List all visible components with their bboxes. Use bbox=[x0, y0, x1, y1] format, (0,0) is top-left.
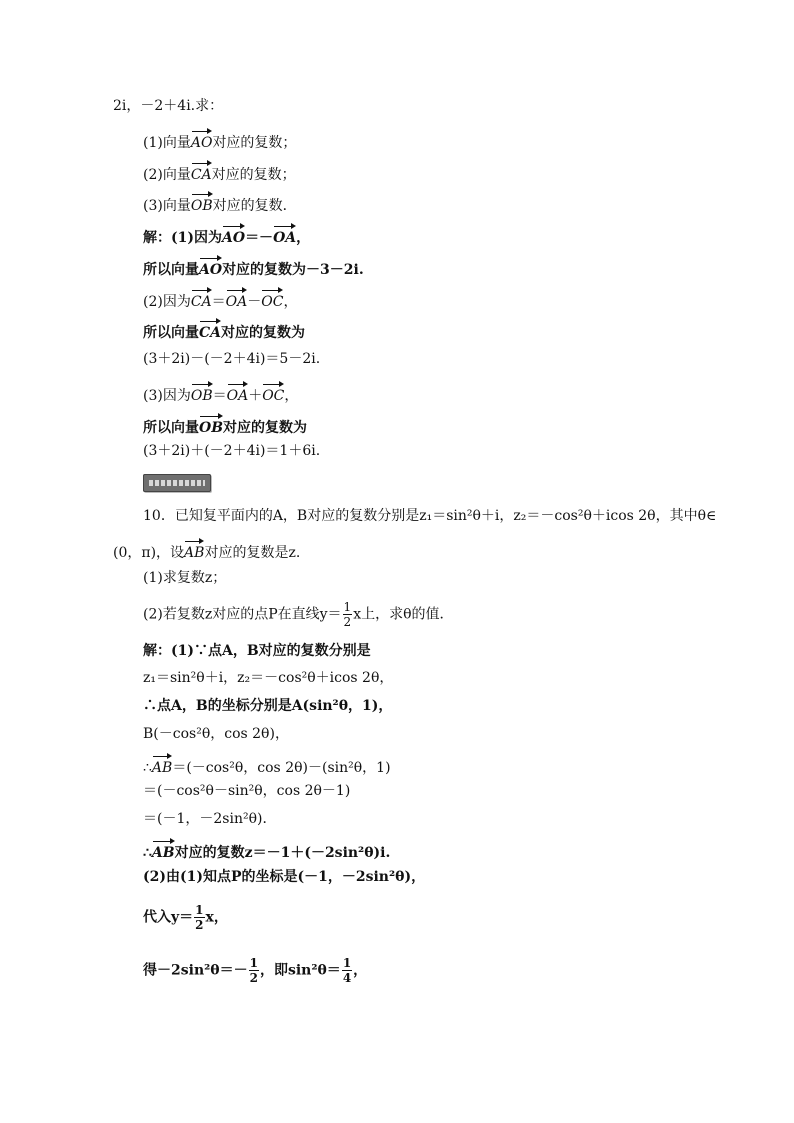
problem-10-part-1 bbox=[143, 569, 226, 587]
denominator: 2 bbox=[343, 615, 352, 629]
answer-line-6 bbox=[143, 782, 350, 800]
text: ， bbox=[353, 962, 368, 979]
answer-line-1 bbox=[143, 642, 371, 660]
fraction bbox=[194, 903, 204, 932]
numerator: 1 bbox=[249, 956, 258, 970]
answer-line-5 bbox=[143, 753, 391, 777]
vector-symbol: OB bbox=[191, 381, 213, 405]
section-badge-icon bbox=[143, 474, 211, 492]
text: － bbox=[247, 294, 262, 310]
problem-10-line-2 bbox=[113, 538, 300, 562]
answer-line-11 bbox=[143, 956, 367, 985]
answer-line-3 bbox=[143, 697, 392, 715]
text: 解：(1)∵点A，B对应的复数分别是 bbox=[143, 643, 371, 659]
answer-line-10 bbox=[143, 903, 228, 932]
text: ＝ bbox=[211, 294, 226, 310]
text: (3＋2i)－(－2＋4i)＝5－2i. bbox=[143, 351, 321, 367]
text: ＝(－1，－2sin²θ)． bbox=[143, 811, 277, 827]
question-2-line bbox=[143, 160, 296, 184]
problem-10-part-2 bbox=[143, 600, 454, 629]
solution-line-5 bbox=[143, 350, 320, 368]
fraction bbox=[342, 956, 352, 985]
text: 2i，－2＋4i.求： bbox=[113, 98, 224, 114]
numerator: 1 bbox=[343, 600, 352, 614]
text: (2)因为 bbox=[143, 294, 191, 310]
fraction bbox=[249, 956, 259, 985]
text: (3)因为 bbox=[143, 388, 191, 404]
vector-symbol: AO bbox=[199, 255, 222, 279]
text: 对应的复数是z. bbox=[204, 545, 301, 561]
text: ∴ bbox=[143, 845, 152, 861]
vector-symbol: OC bbox=[261, 287, 283, 311]
problem-10-line-1 bbox=[143, 507, 716, 525]
text: 所以向量 bbox=[143, 325, 199, 341]
numerator: 1 bbox=[342, 956, 352, 970]
question-3-line bbox=[143, 191, 297, 215]
text: 对应的复数为 bbox=[221, 325, 306, 341]
text: (2)若复数z对应的点P在直线y＝ bbox=[143, 606, 342, 623]
text: 代入y＝ bbox=[143, 909, 194, 926]
vector-symbol: OA bbox=[227, 381, 249, 405]
text: (3)向量 bbox=[143, 198, 191, 214]
question-1-line bbox=[143, 128, 296, 152]
text: 对应的复数为－3－2i. bbox=[222, 262, 364, 278]
vector-symbol: AB bbox=[152, 838, 175, 862]
text: B(－cos²θ，cos 2θ)， bbox=[143, 726, 289, 742]
text: x上，求θ的值． bbox=[353, 606, 454, 623]
text: (0，π)，设 bbox=[113, 545, 185, 561]
vector-symbol: AB bbox=[184, 538, 204, 562]
text: ＝(－cos²θ－sin²θ，cos 2θ－1) bbox=[143, 783, 351, 799]
answer-line-8 bbox=[143, 838, 390, 862]
vector-symbol: AO bbox=[222, 223, 245, 247]
vector-symbol: AO bbox=[191, 128, 213, 152]
fraction bbox=[343, 600, 353, 629]
text: ＋ bbox=[248, 388, 263, 404]
denominator: 2 bbox=[195, 918, 204, 932]
numerator: 1 bbox=[195, 903, 204, 917]
text: 10．已知复平面内的A，B对应的复数分别是z₁＝sin²θ＋i，z₂＝－cos²θ＋icos 2θ，其中θ∈ bbox=[143, 508, 717, 524]
text: ∴ bbox=[143, 760, 152, 776]
text: 所以向量 bbox=[143, 262, 199, 278]
text: ＝ bbox=[212, 388, 227, 404]
answer-line-4 bbox=[143, 725, 289, 743]
answer-line-9 bbox=[143, 868, 425, 886]
text: ，即sin²θ＝ bbox=[259, 962, 341, 979]
text: ， bbox=[296, 230, 311, 246]
answer-line-7 bbox=[143, 810, 276, 828]
vector-symbol: OB bbox=[199, 413, 223, 437]
vector-symbol: OA bbox=[273, 223, 296, 247]
vector-symbol: CA bbox=[191, 160, 212, 184]
text: (2)由(1)知点P的坐标是(－1，－2sin²θ)， bbox=[143, 869, 426, 885]
text: 对应的复数为 bbox=[223, 420, 308, 436]
text: ＝(－cos²θ，cos 2θ)－(sin²θ，1) bbox=[172, 760, 391, 776]
text: 得－2sin²θ＝－ bbox=[143, 962, 248, 979]
solution-line-2 bbox=[143, 255, 364, 279]
text: (3＋2i)＋(－2＋4i)＝1＋6i. bbox=[143, 443, 321, 459]
text: 对应的复数； bbox=[212, 135, 297, 151]
vector-symbol: OB bbox=[191, 191, 213, 215]
text: (1)求复数z； bbox=[143, 570, 227, 586]
text: 所以向量 bbox=[143, 420, 199, 436]
vector-symbol: CA bbox=[199, 318, 221, 342]
text: 对应的复数； bbox=[211, 167, 296, 183]
solution-line-4 bbox=[143, 318, 305, 342]
text: 对应的复数． bbox=[212, 198, 297, 214]
answer-line-2 bbox=[143, 669, 393, 687]
text: 对应的复数z＝－1＋(－2sin²θ)i. bbox=[174, 845, 391, 861]
denominator: 2 bbox=[249, 971, 258, 985]
text: 解：(1)因为 bbox=[143, 230, 222, 246]
solution-line-3 bbox=[143, 287, 297, 311]
vector-symbol: OC bbox=[262, 381, 284, 405]
solution-line-6 bbox=[143, 381, 298, 405]
text: x， bbox=[205, 909, 228, 926]
vector-symbol: CA bbox=[191, 287, 212, 311]
solution-line-1 bbox=[143, 223, 310, 247]
text: (1)向量 bbox=[143, 135, 191, 151]
text: z₁＝sin²θ＋i，z₂＝－cos²θ＋icos 2θ， bbox=[143, 670, 394, 686]
vector-symbol: AB bbox=[152, 753, 172, 777]
text: (2)向量 bbox=[143, 167, 191, 183]
vector-symbol: OA bbox=[226, 287, 248, 311]
denominator: 4 bbox=[342, 971, 352, 985]
problem-intro-line bbox=[113, 97, 223, 115]
solution-line-8 bbox=[143, 442, 320, 460]
solution-line-7 bbox=[143, 413, 307, 437]
text: ， bbox=[284, 388, 299, 404]
text: ， bbox=[283, 294, 298, 310]
text: ＝－ bbox=[245, 230, 274, 246]
text: ∴点A，B的坐标分别是A(sin²θ，1)， bbox=[143, 698, 393, 714]
